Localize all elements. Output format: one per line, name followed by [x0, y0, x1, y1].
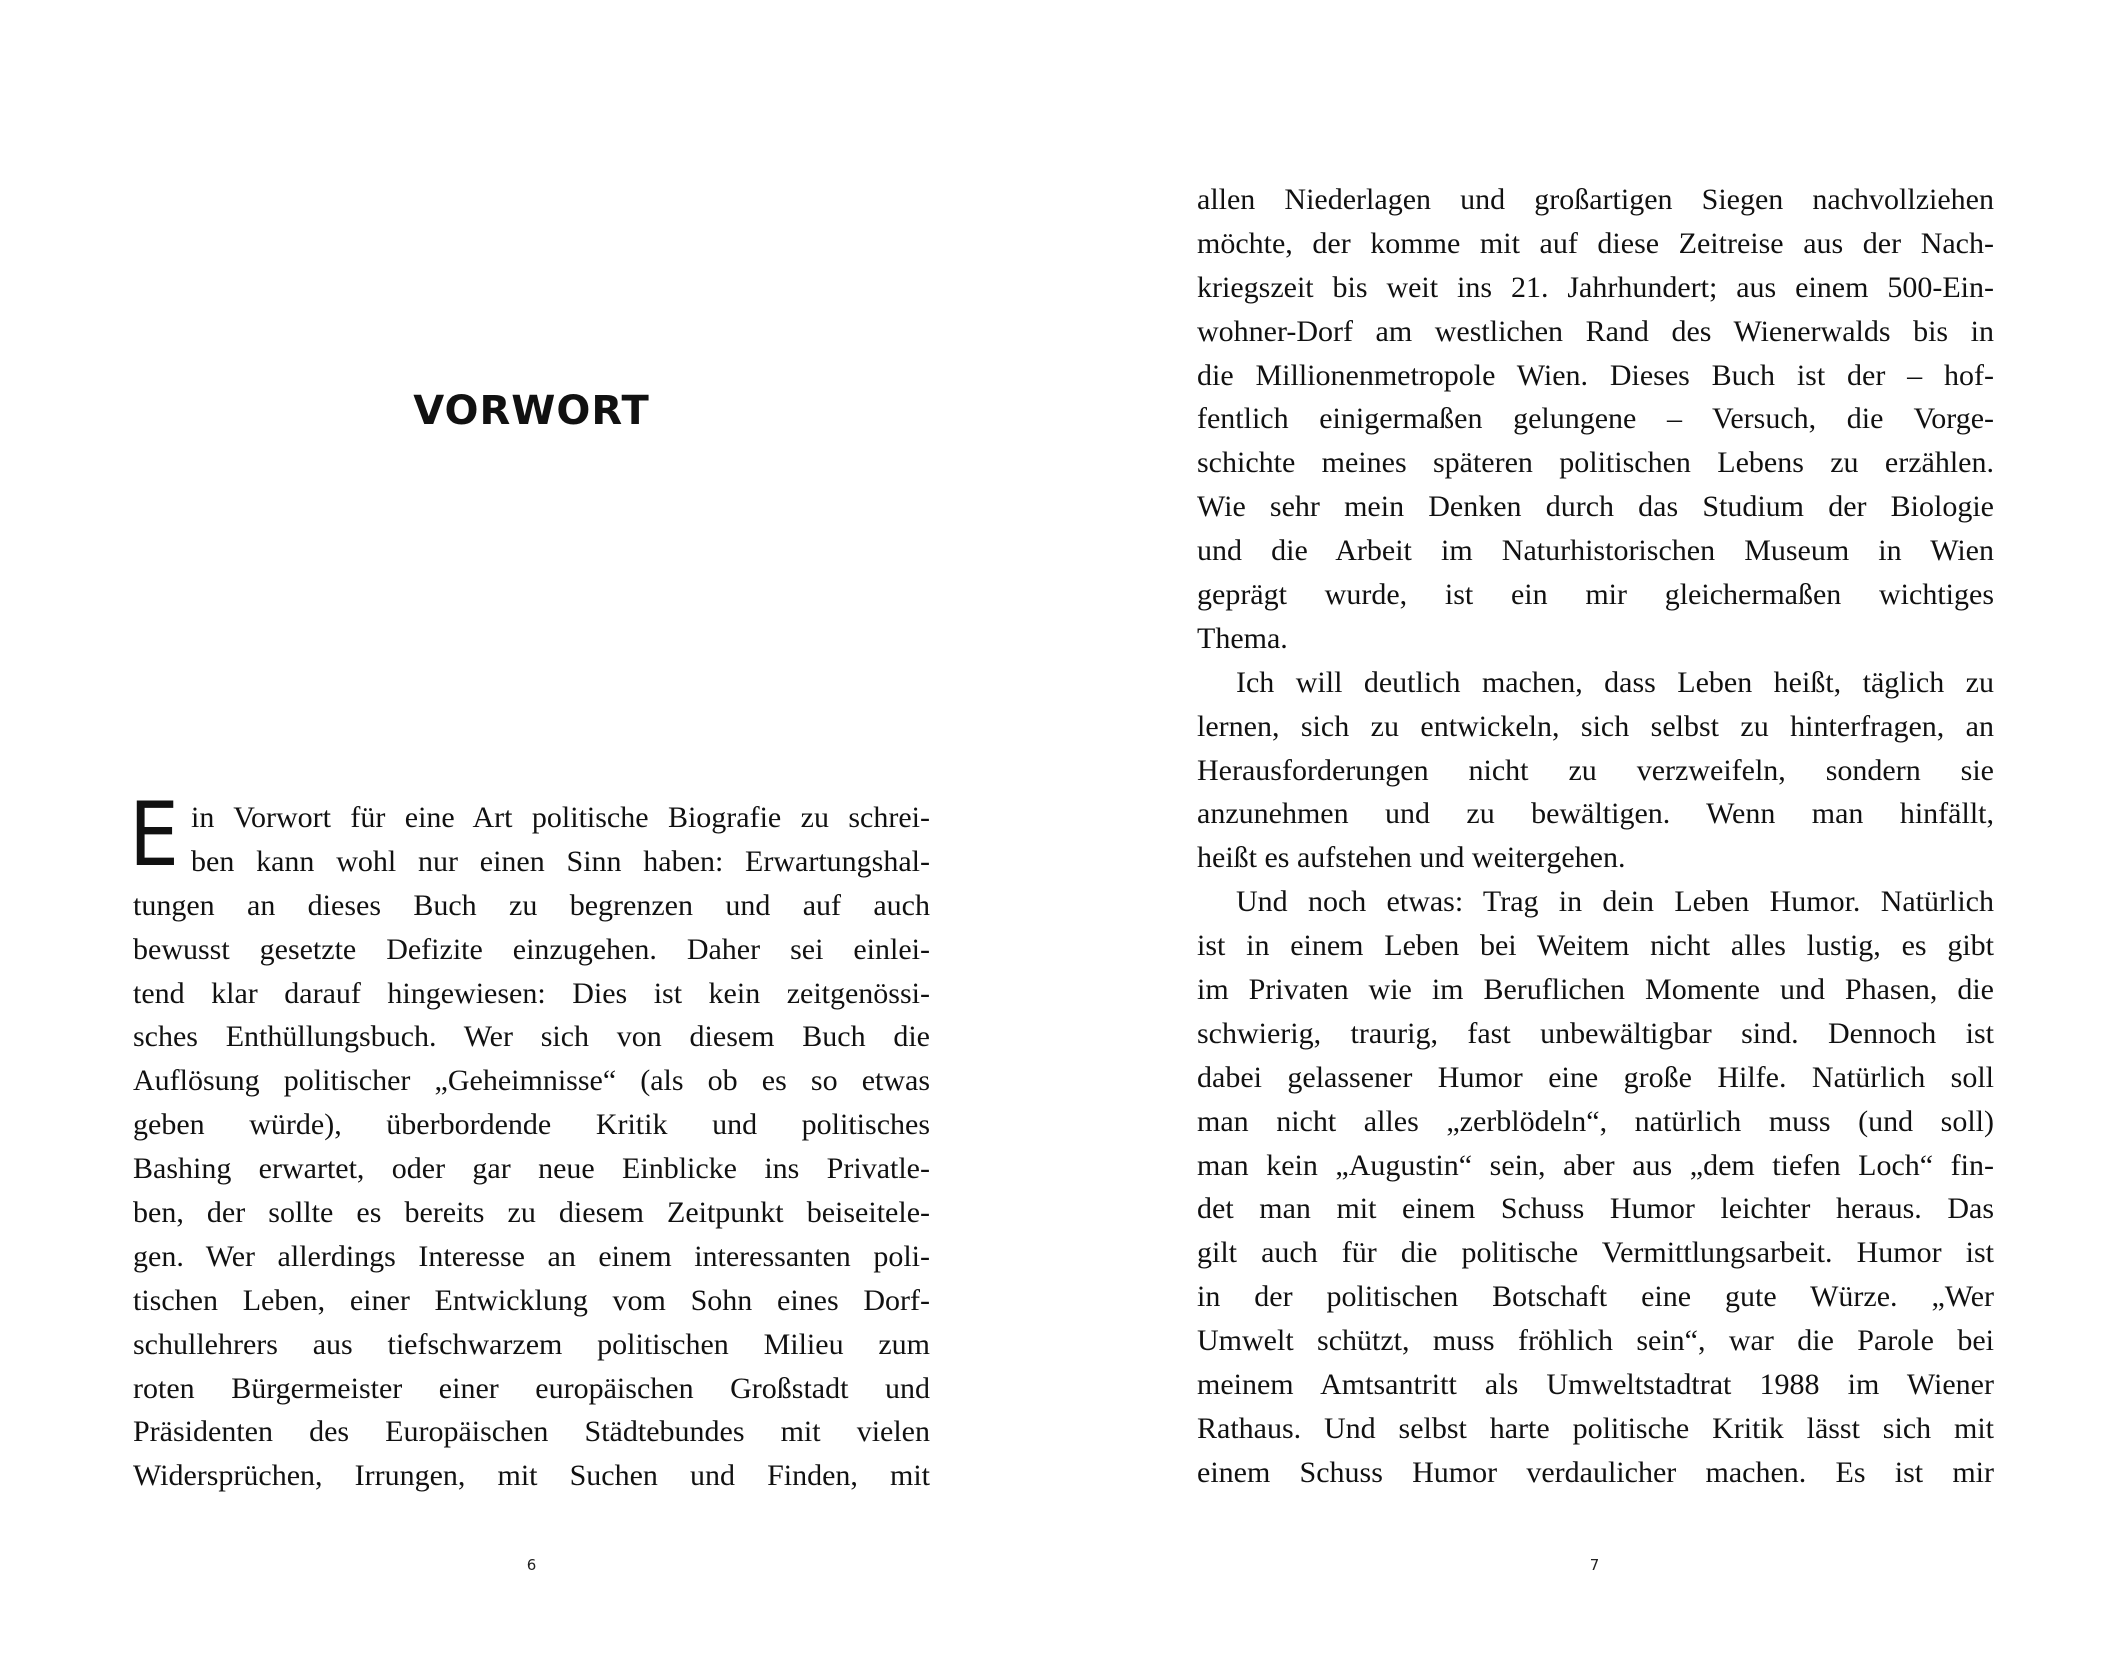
text-line: wohner-Dorf am westlichen Rand des Wienerwalds bis in	[1197, 314, 1994, 348]
text-line: geben würde), überbordende Kritik und politisches	[133, 1108, 930, 1142]
text-line: Und noch etwas: Trag in dein Leben Humor. Natürlich	[1236, 885, 1994, 919]
text-line: roten Bürgermeister einer europäischen Großstadt und	[133, 1371, 930, 1405]
drop-cap: E	[129, 783, 180, 886]
text-line: bewusst gesetzte Defizite einzugehen. Daher sei einlei-	[133, 932, 930, 966]
text-line: Widersprüchen, Irrungen, mit Suchen und Finden, mit	[133, 1459, 930, 1493]
text-line: man nicht alles „zerblödeln“, natürlich muss (und soll)	[1197, 1104, 1994, 1138]
text-line: tend klar darauf hingewiesen: Dies ist kein zeitgenössi-	[133, 976, 930, 1010]
text-line: schwierig, traurig, fast unbewältigbar sind. Dennoch ist	[1197, 1016, 1994, 1050]
text-line: schichte meines späteren politischen Lebens zu erzählen.	[1197, 446, 1994, 480]
text-line: man kein „Augustin“ sein, aber aus „dem tiefen Loch“ fin-	[1197, 1148, 1994, 1182]
text-line: det man mit einem Schuss Humor leichter heraus. Das	[1197, 1192, 1994, 1226]
text-line: Thema.	[1197, 621, 1288, 655]
text-line: gen. Wer allerdings Interesse an einem interessanten poli-	[133, 1239, 930, 1273]
text-line: Wie sehr mein Denken durch das Studium der Biologie	[1197, 490, 1994, 524]
text-line: sches Enthüllungsbuch. Wer sich von diesem Buch die	[133, 1020, 930, 1054]
text-line: meinem Amtsantritt als Umweltstadtrat 1988 im Wiener	[1197, 1368, 1994, 1402]
text-line: Präsidenten des Europäischen Städtebundes mit vielen	[133, 1415, 930, 1449]
text-line: lernen, sich zu entwickeln, sich selbst zu hinterfragen, an	[1197, 709, 1994, 743]
text-line: geprägt wurde, ist ein mir gleichermaßen wichtiges	[1197, 578, 1994, 612]
text-line: schullehrers aus tiefschwarzem politischen Milieu zum	[133, 1327, 930, 1361]
text-line: Ich will deutlich machen, dass Leben heißt, täglich zu	[1236, 665, 1994, 699]
text-line: allen Niederlagen und großartigen Siegen nachvollziehen	[1197, 183, 1994, 216]
right-page	[1063, 0, 2126, 1654]
text-line: anzunehmen und zu bewältigen. Wenn man hinfällt,	[1197, 797, 1994, 831]
text-line: tungen an dieses Buch zu begrenzen und auf auch	[133, 888, 930, 922]
text-line: ben, der sollte es bereits zu diesem Zeitpunkt beiseitele-	[133, 1196, 930, 1230]
text-line: und die Arbeit im Naturhistorischen Museum in Wien	[1197, 534, 1994, 568]
text-line: heißt es aufstehen und weitergehen.	[1197, 841, 1626, 875]
page-number-right: 7	[1589, 1556, 1600, 1574]
page-number-left: 6	[526, 1556, 537, 1574]
text-line: Herausforderungen nicht zu verzweifeln, sondern sie	[1197, 753, 1994, 787]
text-line: gilt auch für die politische Vermittlungsarbeit. Humor ist	[1197, 1236, 1994, 1270]
text-line: möchte, der komme mit auf diese Zeitreise aus der Nach-	[1197, 226, 1994, 260]
text-line: dabei gelassener Humor eine große Hilfe. Natürlich soll	[1197, 1060, 1994, 1094]
text-line: tischen Leben, einer Entwicklung vom Sohn eines Dorf-	[133, 1283, 930, 1317]
text-line: in der politischen Botschaft eine gute Würze. „Wer	[1197, 1280, 1994, 1314]
text-line: in Vorwort für eine Art politische Biografie zu schrei-	[191, 801, 930, 834]
text-line: Rathaus. Und selbst harte politische Kritik lässt sich mit	[1197, 1411, 1994, 1445]
text-line: Bashing erwartet, oder gar neue Einblicke ins Privatle-	[133, 1152, 930, 1186]
text-line: die Millionenmetropole Wien. Dieses Buch ist der – hof-	[1197, 358, 1994, 392]
left-text-column	[129, 783, 930, 1498]
chapter-heading: VORWORT	[413, 388, 650, 434]
text-line: einem Schuss Humor verdaulicher machen. Es ist mir	[1197, 1455, 1994, 1489]
text-line: ist in einem Leben bei Weitem nicht alles lustig, es gibt	[1197, 929, 1994, 963]
right-text-column	[1197, 178, 1994, 1495]
text-line: ben kann wohl nur einen Sinn haben: Erwartungshal-	[191, 844, 930, 878]
text-line: im Privaten wie im Beruflichen Momente und Phasen, die	[1197, 973, 1994, 1007]
text-line: Auflösung politischer „Geheimnisse“ (als ob es so etwas	[133, 1064, 930, 1098]
text-line: kriegszeit bis weit ins 21. Jahrhundert; aus einem 500-Ein-	[1197, 270, 1994, 304]
text-line: fentlich einigermaßen gelungene – Versuch, die Vorge-	[1197, 402, 1994, 436]
text-line: Umwelt schützt, muss fröhlich sein“, war die Parole bei	[1197, 1324, 1994, 1358]
